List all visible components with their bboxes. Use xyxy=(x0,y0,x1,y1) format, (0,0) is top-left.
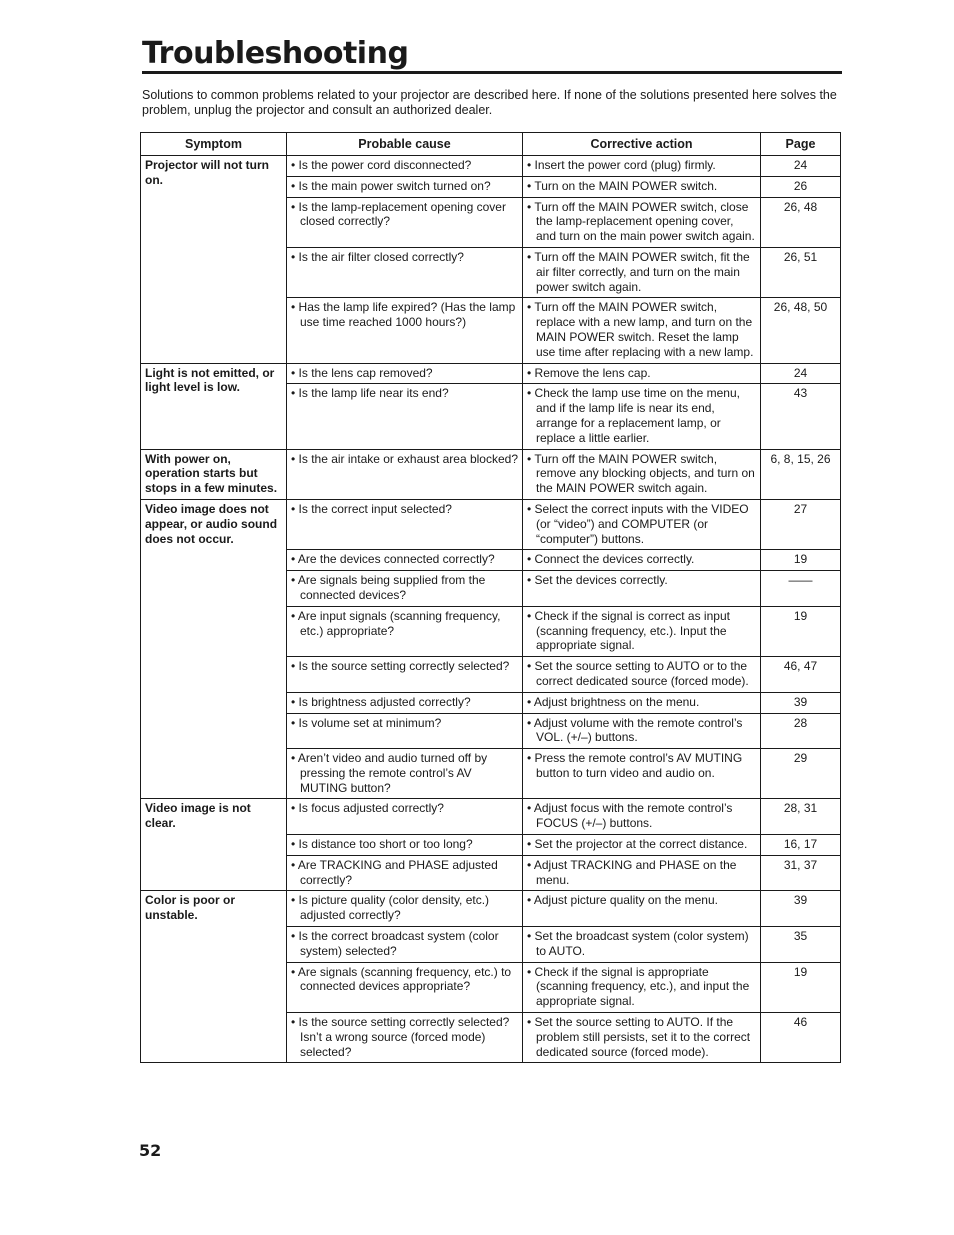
symptom-cell: With power on, operation starts but stops in a few minutes. xyxy=(141,449,287,499)
action-cell xyxy=(523,197,761,247)
symptom-cell: Color is poor or unstable. xyxy=(141,891,287,1063)
cause-cell xyxy=(287,156,523,177)
page-cell: 24 xyxy=(761,363,841,384)
cause-cell xyxy=(287,657,523,693)
action-text: • Adjust brightness on the menu. xyxy=(527,694,700,709)
page-cell: 28 xyxy=(761,713,841,749)
page-cell: 39 xyxy=(761,891,841,927)
page-cell: 46 xyxy=(761,1013,841,1063)
cause-text: • Are the devices connected correctly? xyxy=(291,552,495,567)
cause-cell xyxy=(287,835,523,856)
action-text: • Set the devices correctly. xyxy=(527,573,668,588)
cause-text: • Is picture quality (color density, etc.) adjusted correctly? xyxy=(291,893,490,923)
cause-text: • Is focus adjusted correctly? xyxy=(291,801,444,816)
cause-text: • Is the correct broadcast system (color system) selected? xyxy=(291,929,499,958)
cause-cell xyxy=(287,247,523,297)
action-text: • Adjust picture quality on the menu. xyxy=(527,893,718,908)
page-cell: —— xyxy=(761,571,841,607)
action-cell xyxy=(523,1013,761,1063)
cause-text: • Is the power cord disconnected? xyxy=(291,158,472,172)
cause-cell xyxy=(287,176,523,197)
cause-text: • Is the lamp life near its end? xyxy=(291,386,449,401)
symptom-cell: Light is not emitted, or light level is low. xyxy=(141,363,287,449)
action-cell xyxy=(523,176,761,197)
cause-cell xyxy=(287,927,523,963)
page-cell: 39 xyxy=(761,692,841,713)
table-row xyxy=(141,156,841,177)
cause-text: • Is the source setting correctly selected? Isn’t a wrong source (forced mode) selected? xyxy=(291,1015,510,1059)
page-cell: 27 xyxy=(761,499,841,549)
action-text: • Set the source setting to AUTO. If the problem still persists, set it to the correct dedicated source (forced mode). xyxy=(527,1015,751,1059)
action-text: • Adjust TRACKING and PHASE on the menu. xyxy=(527,857,737,887)
header-symptom: Symptom xyxy=(141,133,287,156)
intro-paragraph: Solutions to common problems related to your projector are described here. If none of the solutions presented here solves the problem, unplug the projector and consult an authorized dealer. xyxy=(142,88,837,117)
page-cell: 26 xyxy=(761,176,841,197)
action-cell xyxy=(523,606,761,656)
action-text: • Set the projector at the correct distance. xyxy=(527,837,748,852)
cause-text: • Is distance too short or too long? xyxy=(291,837,473,852)
cause-cell xyxy=(287,449,523,499)
action-text: • Check the lamp use time on the menu, and if the lamp life is near its end, arrange for a replacement lamp, or replace a little earlier. xyxy=(527,386,740,445)
action-text: • Check if the signal is appropriate (scanning frequency, etc.), and input the appropriate signal. xyxy=(527,964,750,1009)
action-text: • Turn off the MAIN POWER switch, remove any blocking objects, and turn on the MAIN POWER switch again. xyxy=(527,451,755,496)
table-header-row xyxy=(141,133,841,156)
symptom-cell: Video image is not clear. xyxy=(141,799,287,891)
cause-cell xyxy=(287,384,523,449)
action-text: • Adjust focus with the remote control’s FOCUS (+/–) buttons. xyxy=(527,801,733,831)
action-text: • Connect the devices correctly. xyxy=(527,552,695,567)
action-text: • Turn on the MAIN POWER switch. xyxy=(527,178,718,193)
cause-cell xyxy=(287,799,523,835)
action-text: • Set the broadcast system (color system) to AUTO. xyxy=(527,929,749,958)
action-text: • Set the source setting to AUTO or to the correct dedicated source (forced mode). xyxy=(527,659,749,688)
action-cell xyxy=(523,962,761,1012)
cause-text: • Is volume set at minimum? xyxy=(291,715,442,730)
symptom-cell: Video image does not appear, or audio sound does not occur. xyxy=(141,499,287,799)
cause-cell xyxy=(287,962,523,1012)
action-text: • Remove the lens cap. xyxy=(527,365,651,380)
page-cell: 31, 37 xyxy=(761,855,841,891)
action-cell xyxy=(523,799,761,835)
table-row xyxy=(141,891,841,927)
page-cell: 26, 48 xyxy=(761,197,841,247)
table-row xyxy=(141,449,841,499)
page-cell: 6, 8, 15, 26 xyxy=(761,449,841,499)
action-cell xyxy=(523,298,761,363)
action-text: • Turn off the MAIN POWER switch, close the lamp-replacement opening cover, and turn on the main power switch again. xyxy=(527,199,755,244)
action-cell xyxy=(523,384,761,449)
action-cell xyxy=(523,713,761,749)
action-cell xyxy=(523,692,761,713)
cause-cell xyxy=(287,855,523,891)
table-body xyxy=(141,156,841,1063)
cause-text: • Is the main power switch turned on? xyxy=(291,178,491,193)
action-cell xyxy=(523,156,761,177)
cause-text: • Is brightness adjusted correctly? xyxy=(291,694,471,709)
cause-cell xyxy=(287,571,523,607)
action-text: • Turn off the MAIN POWER switch, replace with a new lamp, and turn on the MAIN POWER switch. Reset the lamp use time after replacing with a new lamp. xyxy=(527,300,754,359)
table-row xyxy=(141,799,841,835)
header-corrective-action: Corrective action xyxy=(523,133,761,156)
cause-cell xyxy=(287,499,523,549)
page-cell: 35 xyxy=(761,927,841,963)
action-text: • Insert the power cord (plug) firmly. xyxy=(527,158,716,172)
page-cell: 24 xyxy=(761,156,841,177)
cause-cell xyxy=(287,197,523,247)
action-cell xyxy=(523,657,761,693)
cause-text: • Is the source setting correctly selected? xyxy=(291,659,510,674)
action-cell xyxy=(523,571,761,607)
cause-cell xyxy=(287,713,523,749)
page-number: 52 xyxy=(139,1141,162,1160)
table-row xyxy=(141,363,841,384)
cause-text: • Aren’t video and audio turned off by pressing the remote control’s AV MUTING button? xyxy=(291,751,488,795)
action-cell xyxy=(523,247,761,297)
cause-text: • Has the lamp life expired? (Has the lamp use time reached 1000 hours?) xyxy=(291,300,516,330)
page-cell: 28, 31 xyxy=(761,799,841,835)
page-cell: 43 xyxy=(761,384,841,449)
title-rule xyxy=(142,71,842,74)
action-text: • Turn off the MAIN POWER switch, fit the air filter correctly, and turn on the main power switch again. xyxy=(527,249,750,294)
action-cell xyxy=(523,363,761,384)
page-cell: 26, 48, 50 xyxy=(761,298,841,363)
cause-cell xyxy=(287,550,523,571)
cause-text: • Is the lens cap removed? xyxy=(291,365,433,380)
cause-text: • Is the lamp-replacement opening cover closed correctly? xyxy=(291,199,506,229)
action-cell xyxy=(523,449,761,499)
action-cell xyxy=(523,749,761,799)
action-cell xyxy=(523,499,761,549)
cause-text: • Is the air intake or exhaust area blocked? xyxy=(291,451,518,466)
page-cell: 29 xyxy=(761,749,841,799)
action-text: • Select the correct inputs with the VIDEO (or “video”) and COMPUTER (or “computer”) buttons. xyxy=(527,501,749,546)
cause-text: • Is the air filter closed correctly? xyxy=(291,249,464,264)
page-cell: 46, 47 xyxy=(761,657,841,693)
troubleshooting-table xyxy=(140,132,841,1063)
header-page: Page xyxy=(761,133,841,156)
cause-text: • Are signals (scanning frequency, etc.) to connected devices appropriate? xyxy=(291,964,512,994)
page-cell: 16, 17 xyxy=(761,835,841,856)
cause-text: • Is the correct input selected? xyxy=(291,501,452,516)
page-cell: 19 xyxy=(761,606,841,656)
cause-text: • Are TRACKING and PHASE adjusted correctly? xyxy=(291,857,498,887)
page-cell: 19 xyxy=(761,550,841,571)
cause-cell xyxy=(287,606,523,656)
cause-cell xyxy=(287,298,523,363)
page-title: Troubleshooting xyxy=(142,36,409,71)
action-cell xyxy=(523,550,761,571)
action-text: • Adjust volume with the remote control’s VOL. (+/–) buttons. xyxy=(527,715,743,745)
action-cell xyxy=(523,891,761,927)
header-probable-cause: Probable cause xyxy=(287,133,523,156)
cause-cell xyxy=(287,363,523,384)
cause-text: • Are signals being supplied from the connected devices? xyxy=(291,573,486,602)
action-cell xyxy=(523,835,761,856)
action-text: • Check if the signal is correct as input (scanning frequency, etc.). Input the appropriate signal. xyxy=(527,608,730,653)
cause-text: • Are input signals (scanning frequency, etc.) appropriate? xyxy=(291,608,501,638)
cause-cell xyxy=(287,891,523,927)
action-cell xyxy=(523,855,761,891)
page-cell: 19 xyxy=(761,962,841,1012)
symptom-cell: Projector will not turn on. xyxy=(141,156,287,364)
table-row xyxy=(141,499,841,549)
cause-cell xyxy=(287,749,523,799)
page-cell: 26, 51 xyxy=(761,247,841,297)
action-cell xyxy=(523,927,761,963)
cause-cell xyxy=(287,1013,523,1063)
cause-cell xyxy=(287,692,523,713)
action-text: • Press the remote control’s AV MUTING button to turn video and audio on. xyxy=(527,751,743,780)
